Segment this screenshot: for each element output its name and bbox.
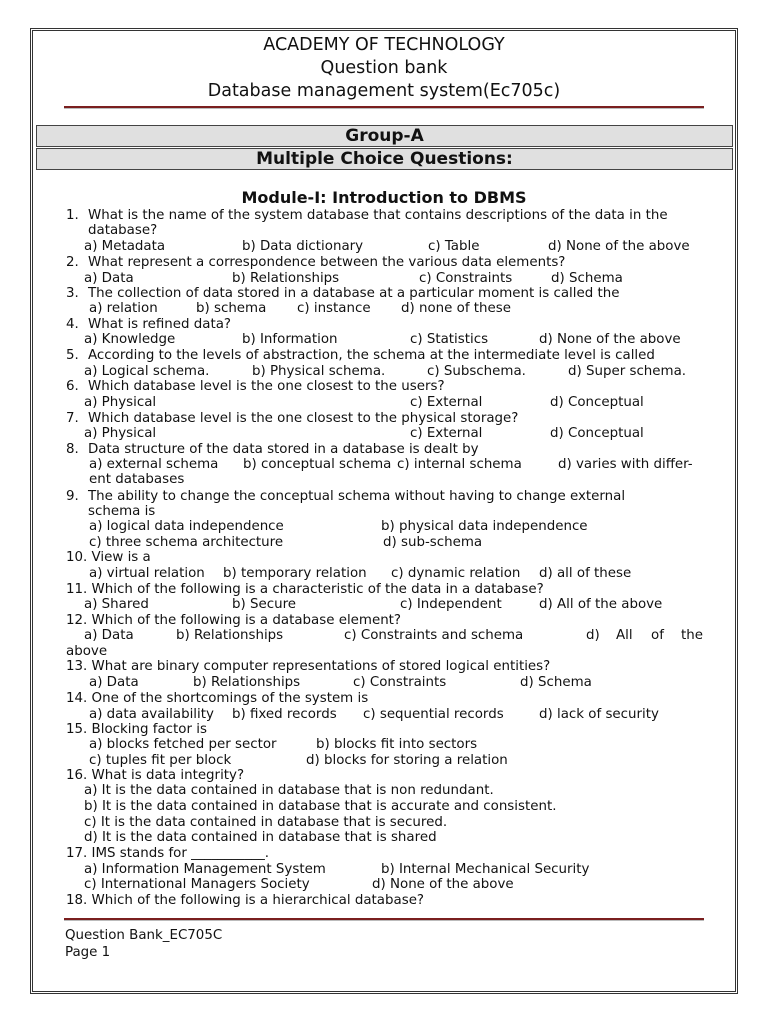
option-d: d) lack of security: [539, 707, 659, 722]
option-b: b) Relationships: [176, 628, 284, 643]
option-d: d) Schema: [551, 271, 623, 286]
option-d-word: of: [651, 628, 664, 643]
institute-title: ACADEMY OF TECHNOLOGY: [263, 35, 505, 55]
question-text: 16. What is data integrity?: [66, 768, 245, 783]
option-a: a) Information Management System: [84, 862, 326, 877]
option-d: d) None of the above: [539, 332, 681, 347]
option-b: b) Information: [242, 332, 338, 347]
option-d-word: All: [616, 628, 633, 643]
option-d: d) Schema: [520, 675, 592, 690]
option-a: a) external schema: [89, 457, 219, 472]
option-d: d) varies with differ-: [558, 457, 693, 472]
question-text: 14. One of the shortcomings of the system is: [66, 691, 369, 706]
option-b: b) Data dictionary: [242, 239, 364, 254]
option-d: d) None of the above: [548, 239, 690, 254]
option-a: a) logical data independence: [89, 519, 284, 534]
option-c: c) Table: [428, 239, 480, 254]
option-c: c) tuples fit per block: [89, 753, 232, 768]
option-c: c) instance: [297, 301, 371, 316]
question-number: 2.: [66, 255, 79, 270]
option-b: b) Relationships: [193, 675, 301, 690]
question-number: 6.: [66, 379, 79, 394]
option-d: d) None of the above: [372, 877, 514, 892]
question-number: 7.: [66, 411, 79, 426]
header-rule: [64, 106, 704, 109]
question-text: According to the levels of abstraction, the schema at the intermediate level is called: [88, 348, 655, 363]
question-text: Which database level is the one closest to the physical storage?: [88, 411, 519, 426]
option-d: d) sub-schema: [383, 535, 483, 550]
subject-title: Database management system(Ec705c): [207, 81, 561, 101]
option-b: b) schema: [196, 301, 267, 316]
option-c: c) Constraints: [419, 271, 513, 286]
option-d-label: d): [586, 628, 600, 643]
footer-doc-label: Question Bank_EC705C: [65, 928, 223, 943]
question-text: Data structure of the data stored in a database is dealt by: [88, 442, 479, 457]
question-text: What is the name of the system database that contains descriptions of the data in the: [88, 208, 668, 223]
option-c: c) External: [410, 426, 483, 441]
option-c: c) Independent: [400, 597, 502, 612]
option-d: d) All of the above: [539, 597, 663, 612]
question-number: 5.: [66, 348, 79, 363]
option-b: b) conceptual schema: [243, 457, 392, 472]
option-d: d) none of these: [401, 301, 511, 316]
option-a: a) Metadata: [84, 239, 166, 254]
option-c: c) Constraints: [353, 675, 447, 690]
option-c: c) sequential records: [363, 707, 504, 722]
option-d: d) blocks for storing a relation: [306, 753, 508, 768]
option-b: b) physical data independence: [381, 519, 588, 534]
question-text: What is refined data?: [88, 317, 232, 332]
option-a: a) Shared: [84, 597, 149, 612]
option-b: b) Relationships: [232, 271, 340, 286]
option-a: a) Physical: [84, 426, 157, 441]
option-b: b) Physical schema.: [252, 364, 386, 379]
option-d-cont: above: [66, 644, 108, 659]
option-d: d) Super schema.: [568, 364, 687, 379]
option-d: d) It is the data contained in database that is shared: [84, 830, 437, 845]
option-d: d) Conceptual: [550, 426, 644, 441]
option-b: b) fixed records: [232, 707, 337, 722]
option-c: c) dynamic relation: [391, 566, 521, 581]
question-text: 11. Which of the following is a characteristic of the data in a database?: [66, 582, 544, 597]
option-a: a) Data: [84, 271, 134, 286]
option-b: b) Internal Mechanical Security: [381, 862, 590, 877]
question-text: 13. What are binary computer representations of stored logical entities?: [66, 659, 551, 674]
option-c: c) It is the data contained in database that is secured.: [84, 815, 448, 830]
option-a: a) virtual relation: [89, 566, 205, 581]
question-text: The ability to change the conceptual schema without having to change external: [88, 489, 626, 504]
option-a: a) Data: [89, 675, 139, 690]
option-c: c) internal schema: [397, 457, 522, 472]
question-text-cont: database?: [88, 223, 158, 238]
option-a: a) It is the data contained in database that is non redundant.: [84, 783, 494, 798]
question-text: The collection of data stored in a database at a particular moment is called the: [88, 286, 620, 301]
question-text: 15. Blocking factor is: [66, 722, 207, 737]
question-number: 9.: [66, 489, 79, 504]
option-c: c) three schema architecture: [89, 535, 284, 550]
question-number: 4.: [66, 317, 79, 332]
option-a: a) relation: [89, 301, 158, 316]
option-b: b) blocks fit into sectors: [316, 737, 478, 752]
question-number: 1.: [66, 208, 79, 223]
option-b: b) temporary relation: [223, 566, 367, 581]
option-a: a) Data: [84, 628, 134, 643]
option-b: b) Secure: [232, 597, 297, 612]
question-text: 18. Which of the following is a hierarchical database?: [66, 893, 425, 908]
group-type: Multiple Choice Questions:: [36, 148, 733, 170]
group-title: Group-A: [36, 125, 733, 147]
option-a: a) blocks fetched per sector: [89, 737, 277, 752]
question-text: What represent a correspondence between the various data elements?: [88, 255, 566, 270]
question-text: 10. View is a: [66, 550, 151, 565]
footer-rule: [64, 918, 704, 921]
option-d: d) all of these: [539, 566, 632, 581]
option-c: c) Subschema.: [427, 364, 526, 379]
option-a: a) Logical schema.: [84, 364, 210, 379]
option-d-cont: ent databases: [89, 472, 185, 487]
question-text: 12. Which of the following is a database element?: [66, 613, 402, 628]
option-d-word: the: [681, 628, 703, 643]
option-c: c) External: [410, 395, 483, 410]
option-c: c) Constraints and schema: [344, 628, 524, 643]
question-text-cont: schema is: [88, 504, 156, 519]
page-number: Page 1: [65, 945, 111, 960]
option-a: a) Knowledge: [84, 332, 176, 347]
option-a: a) Physical: [84, 395, 157, 410]
question-text: 17. IMS stands for ___________.: [66, 846, 270, 861]
question-text: Which database level is the one closest to the users?: [88, 379, 445, 394]
doc-type: Question bank: [320, 58, 448, 78]
option-b: b) It is the data contained in database that is accurate and consistent.: [84, 799, 557, 814]
question-number: 3.: [66, 286, 79, 301]
option-c: c) International Managers Society: [84, 877, 310, 892]
option-c: c) Statistics: [410, 332, 489, 347]
module-title: Module-I: Introduction to DBMS: [241, 188, 527, 207]
option-d: d) Conceptual: [550, 395, 644, 410]
question-number: 8.: [66, 442, 79, 457]
option-a: a) data availability: [89, 707, 214, 722]
